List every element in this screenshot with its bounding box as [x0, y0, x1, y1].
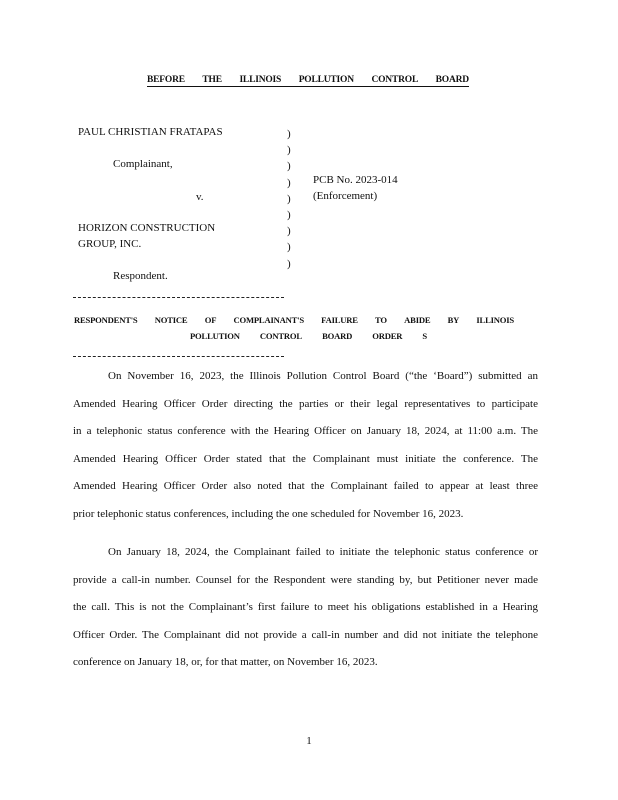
complainant-name: PAUL CHRISTIAN FRATAPAS [78, 126, 223, 138]
paren: ) [287, 241, 291, 254]
versus-label: v. [196, 191, 204, 203]
paren: ) [287, 208, 291, 221]
paragraph-line: Officer Order. The Complainant did not provide a call-in number and did not initiate the telephone [73, 628, 538, 641]
heading-word: BOARD [435, 75, 469, 85]
paren: ) [287, 160, 291, 173]
paren: ) [287, 192, 291, 205]
paragraph-line: On January 18, 2024, the Complainant failed to initiate the telephonic status conference or [108, 546, 538, 558]
body-paragraph-1 [73, 363, 538, 528]
paren: ) [287, 128, 291, 140]
title-word: NOTICE [154, 315, 188, 325]
heading-word: BEFORE [147, 75, 185, 85]
caption-parentheses [287, 126, 291, 272]
paragraph-line: On November 16, 2023, the Illinois Pollution Control Board (“the ‘Board”) submitted an [108, 370, 538, 382]
case-number: PCB No. 2023-014 [313, 174, 398, 186]
title-word: BY [447, 315, 460, 325]
top-divider [73, 297, 284, 298]
paragraph-line: the call. This is not the Complainant’s first failure to meet his obligations established in a Hearing [73, 601, 538, 613]
paragraph-line: Amended Hearing Officer Order directing the parties or their legal representatives to participate [73, 397, 538, 410]
heading-word: THE [202, 75, 222, 85]
paragraph-line: prior telephonic status conferences, including the one scheduled for November 16, 2023. [73, 507, 464, 520]
paren: ) [287, 225, 291, 238]
paragraph-line: conference on January 18, or, for that matter, on November 16, 2023. [73, 656, 378, 668]
title-word: COMPLAINANT'S [233, 315, 304, 325]
respondent-role: Respondent. [113, 270, 168, 282]
title-word: OF [204, 315, 217, 325]
title-word: RESPONDENT'S [74, 315, 138, 325]
title-word: POLLUTION [190, 331, 240, 341]
title-word: ILLINOIS [476, 315, 514, 325]
title-word: CONTROL [259, 331, 302, 341]
title-word: ORDER [372, 331, 403, 341]
respondent-name-line2: GROUP, INC. [78, 238, 142, 250]
document-heading [147, 75, 469, 87]
title-word: TO [375, 315, 387, 325]
case-type: (Enforcement) [313, 190, 378, 202]
respondent-name-line1: HORIZON CONSTRUCTION [78, 222, 216, 234]
notice-title-line1 [74, 315, 514, 325]
title-word: S [422, 331, 427, 341]
bottom-divider [73, 356, 284, 357]
paragraph-line: in a telephonic status conference with the Hearing Officer on January 18, 2024, at 11:00 a.m. The [73, 425, 538, 437]
title-word: ABIDE [404, 315, 431, 325]
page-number: 1 [306, 735, 312, 747]
body-paragraph-2 [73, 539, 538, 677]
paren: ) [287, 257, 291, 270]
heading-word: CONTROL [371, 75, 419, 85]
notice-title-line2 [190, 331, 427, 341]
paragraph-line: Amended Hearing Officer Order also noted that the Complainant failed to appear at least three [73, 480, 538, 492]
title-word: BOARD [322, 331, 353, 341]
heading-word: POLLUTION [298, 75, 354, 85]
paren: ) [287, 176, 291, 189]
paragraph-line: Amended Hearing Officer Order stated that the Complainant must initiate the conference. The [73, 452, 538, 465]
complainant-role: Complainant, [113, 158, 173, 170]
title-word: FAILURE [321, 315, 358, 325]
paren: ) [287, 144, 291, 157]
paragraph-line: provide a call-in number. Counsel for the Respondent were standing by, but Petitioner never made [73, 573, 538, 586]
heading-word: ILLINOIS [239, 75, 282, 85]
